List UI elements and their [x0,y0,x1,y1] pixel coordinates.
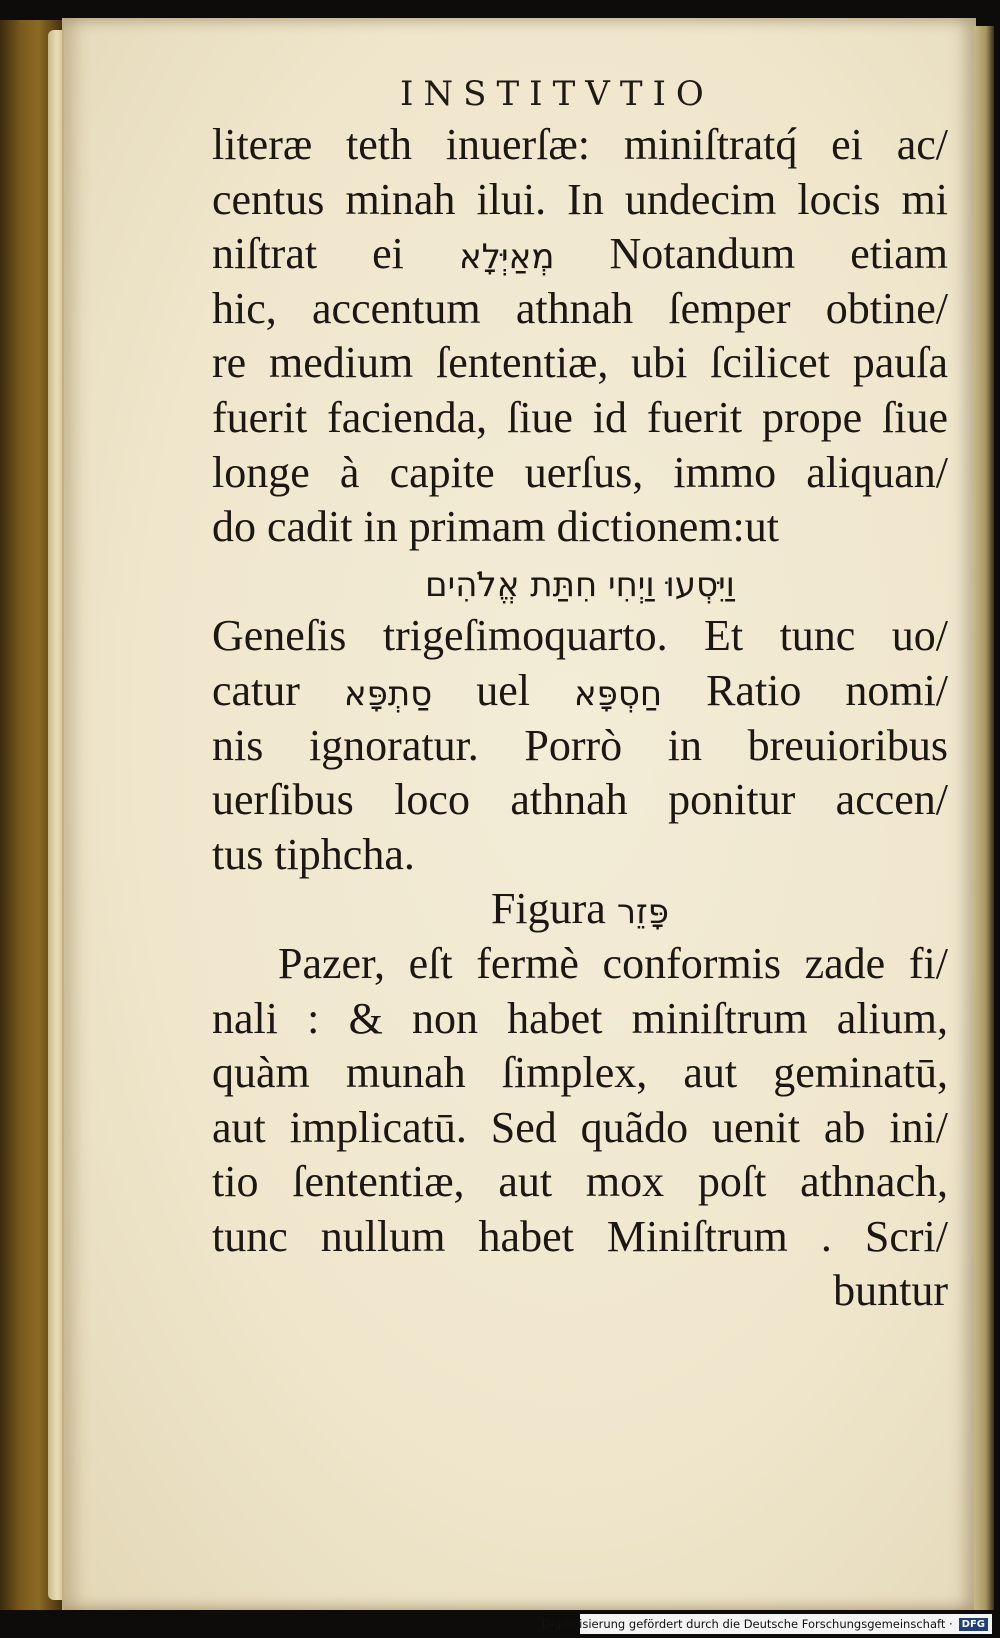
text-line [212,391,948,446]
text-line [212,664,948,719]
text-line [212,1046,948,1101]
line-text: Geneſis trigeſimoquarto. Et tunc uo/ [212,611,948,661]
text-line [212,336,948,391]
text-line [212,719,948,774]
hebrew-word: חַסְפָּא [573,673,663,714]
text-line [212,773,948,828]
text-line [212,173,948,228]
line-text: Pazer, eſt fermè conformis zade fi/ [278,938,948,988]
line-text-tail: Notandum etiam [609,229,948,279]
footer-text: Digitalisierung gefördert durch die Deutsche Forschungsgemeinschaft · [541,1617,953,1631]
hebrew-word: סַתְפָּא [343,673,433,714]
line-text: do cadit in primam dictionem:ut [212,502,779,552]
line-text: centus minah ilui. In undecim locis mi [212,174,948,224]
text-line [212,446,948,501]
line-text: literæ teth inuerſæ: miniſtratq́ ei ac/ [212,120,948,169]
line-text-tail: uel [476,665,530,715]
page-right-edge [974,26,994,1610]
dfg-logo: DFG [959,1618,988,1631]
text-block [212,118,948,1319]
text-line [212,227,948,282]
text-line [212,500,948,555]
digitization-footer [541,1614,992,1634]
text-line [212,282,948,337]
line-text-tail: Ratio nomi/ [706,665,948,715]
text-line [212,555,948,610]
text-line [212,1155,948,1210]
line-text: Figura [490,884,606,934]
line-text: quàm munah ſimplex, aut geminatū, [212,1048,948,1098]
line-text: buntur [833,1266,948,1316]
line-text: catur [212,665,300,715]
line-text: niſtrat ei [212,229,404,279]
text-line [212,609,948,664]
text-line [212,992,948,1047]
text-line [212,937,948,992]
text-line [212,828,948,883]
line-text: re medium ſententiæ, ubi ſcilicet pauſa [212,338,948,388]
line-text: hic, accentum athnah ſemper obtine/ [212,283,948,333]
line-text: tunc nullum habet Miniſtrum . Scri/ [212,1211,948,1261]
text-line [212,882,948,937]
line-text: nali : & non habet miniſtrum alium, [212,993,948,1043]
text-line [212,118,948,173]
text-line [212,1210,948,1265]
text-line [212,1264,948,1319]
line-text: tus tiphcha. [212,829,415,879]
line-text: aut implicatū. Sed quãdo uenit ab ini/ [212,1102,948,1152]
line-text: longe à capite uerſus, immo aliquan/ [212,447,948,497]
line-text: fuerit facienda, ſiue id fuerit prope ſiue [212,392,948,442]
line-text: tio ſententiæ, aut mox poſt athnach, [212,1157,948,1207]
text-line [212,1101,948,1156]
line-text: uerſibus loco athnah ponitur accen/ [212,775,948,825]
hebrew-word: פָּזֵר [616,892,670,933]
hebrew-word: וַיִּסְעוּ וַיְחִי חִתַּת אֱלֹהִים [425,564,735,605]
line-text: nis ignoratur. Porrò in breuioribus [212,720,948,770]
running-head: INSTITVTIO [400,74,714,114]
hebrew-word: מְאַיְּלָא [458,237,555,278]
